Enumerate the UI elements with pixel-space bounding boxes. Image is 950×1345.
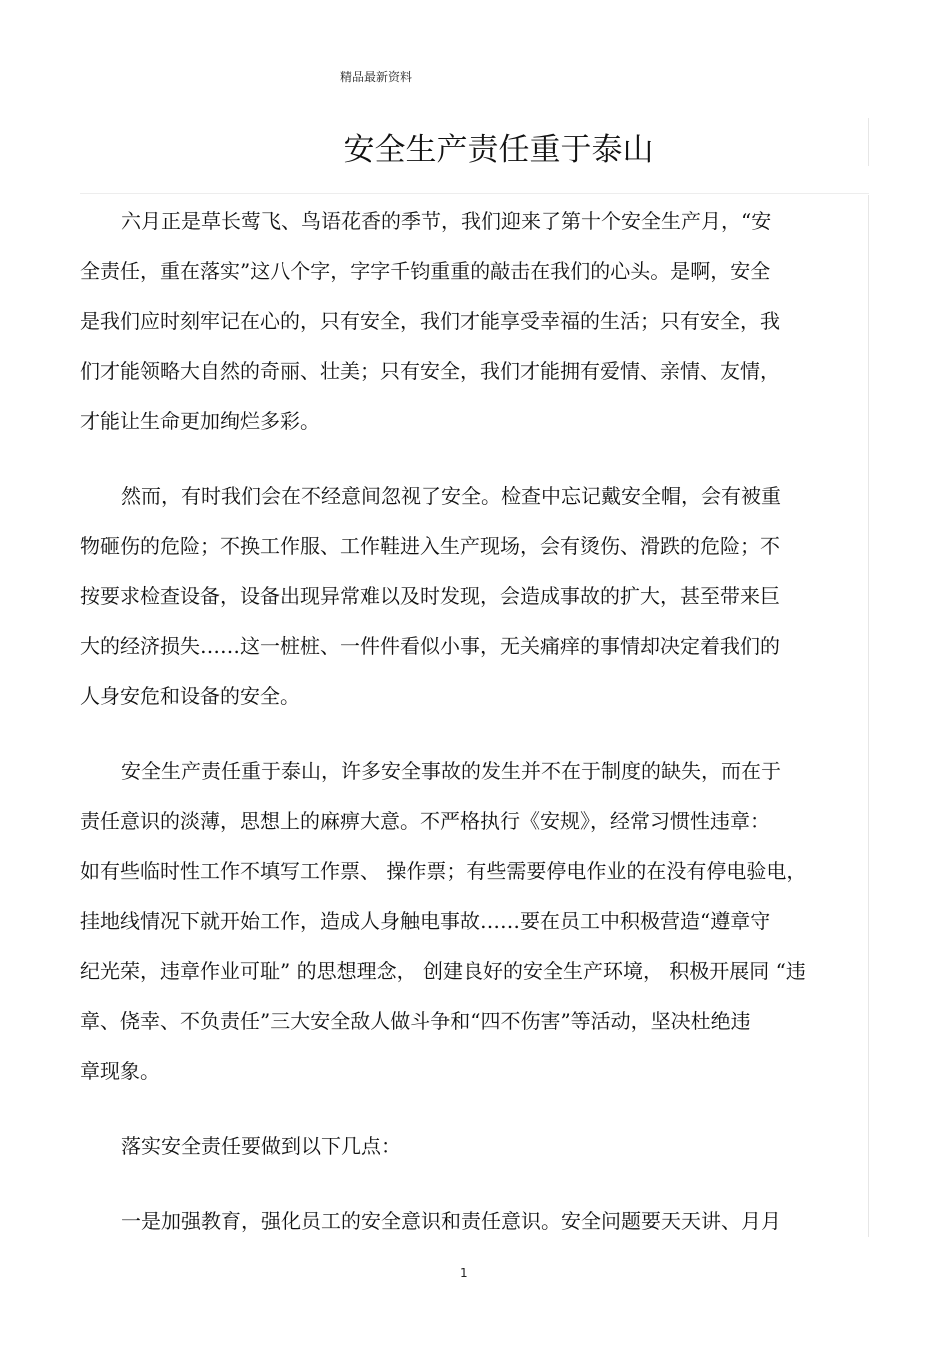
header-note: 精品最新资料 bbox=[340, 70, 413, 84]
right-margin-rule-lower bbox=[868, 195, 869, 1237]
paragraph-3-line-3: 如有些临时性工作不填写工作票、 操作票；有些需要停电作业的在没有停电验电， bbox=[80, 859, 807, 883]
paragraph-1-line-2: 全责任，重在落实”这八个字，字字千钧重重的敲击在我们的心头。是啊，安全 bbox=[80, 259, 771, 283]
paragraph-2-line-3: 按要求检查设备，设备出现异常难以及时发现，会造成事故的扩大，甚至带来巨 bbox=[80, 584, 780, 608]
paragraph-4-line-1: 落实安全责任要做到以下几点： bbox=[121, 1134, 401, 1158]
paragraph-3-line-2: 责任意识的淡薄，思想上的麻痹大意。不严格执行《安规》，经常习惯性违章： bbox=[80, 809, 770, 833]
paragraph-2-line-1: 然而，有时我们会在不经意间忽视了安全。检查中忘记戴安全帽，会有被重 bbox=[121, 484, 781, 508]
paragraph-3-line-7: 章现象。 bbox=[80, 1059, 160, 1083]
paragraph-1-line-5: 才能让生命更加绚烂多彩。 bbox=[80, 409, 320, 433]
paragraph-1-line-3: 是我们应时刻牢记在心的，只有安全，我们才能享受幸福的生活；只有安全，我 bbox=[80, 309, 780, 333]
page-number: 1 bbox=[460, 1266, 468, 1280]
paragraph-1-line-1: 六月正是草长莺飞、鸟语花香的季节，我们迎来了第十个安全生产月，“安 bbox=[121, 209, 772, 233]
paragraph-5-line-1: 一是加强教育，强化员工的安全意识和责任意识。安全问题要天天讲、月月 bbox=[121, 1209, 781, 1233]
paragraph-2-line-2: 物砸伤的危险；不换工作服、工作鞋进入生产现场，会有烫伤、滑跌的危险；不 bbox=[80, 534, 780, 558]
document-title: 安全生产责任重于泰山 bbox=[343, 132, 654, 168]
paragraph-3-line-4: 挂地线情况下就开始工作，造成人身触电事故……要在员工中积极营造“遵章守 bbox=[80, 909, 771, 933]
paragraph-2-line-4: 大的经济损失……这一桩桩、一件件看似小事，无关痛痒的事情却决定着我们的 bbox=[80, 634, 780, 658]
paragraph-1-line-4: 们才能领略大自然的奇丽、壮美；只有安全，我们才能拥有爱情、亲情、友情， bbox=[80, 359, 780, 383]
right-margin-rule-upper bbox=[868, 118, 869, 166]
header-divider bbox=[80, 193, 869, 194]
paragraph-3-line-5: 纪光荣，违章作业可耻” 的思想理念， 创建良好的安全生产环境， 积极开展同 “违 bbox=[80, 959, 806, 983]
paragraph-2-line-5: 人身安危和设备的安全。 bbox=[80, 684, 300, 708]
paragraph-3-line-6: 章、侥幸、不负责任”三大安全敌人做斗争和“四不伤害”等活动，坚决杜绝违 bbox=[80, 1009, 751, 1033]
paragraph-3-line-1: 安全生产责任重于泰山，许多安全事故的发生并不在于制度的缺失，而在于 bbox=[121, 759, 781, 783]
